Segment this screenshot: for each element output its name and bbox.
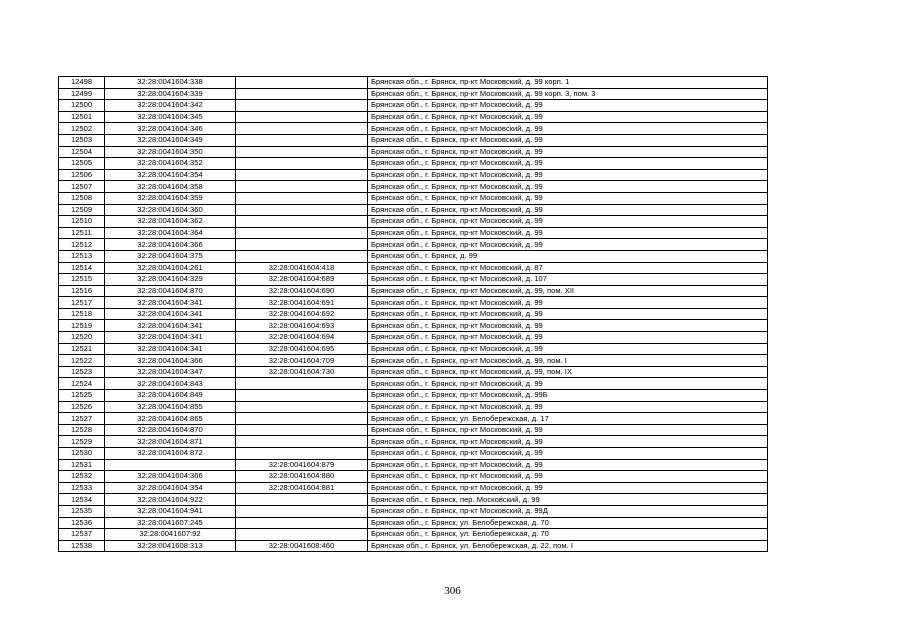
linked-cadastral-number-cell: 32:28:0041604:692: [236, 308, 368, 320]
cadastral-number-cell: 32:28:0041604:341: [105, 297, 236, 309]
cadastral-number-cell: 32:28:0041604:354: [105, 482, 236, 494]
row-number-cell: 12510: [59, 216, 105, 228]
address-cell: Брянская обл., г. Брянск, пр-кт Московский, д. 99: [368, 169, 768, 181]
row-number-cell: 12519: [59, 320, 105, 332]
address-cell: Брянская обл., г. Брянск, пер. Московский, д. 99: [368, 494, 768, 506]
linked-cadastral-number-cell: [236, 169, 368, 181]
cadastral-number-cell: 32:28:0041604:843: [105, 378, 236, 390]
table-row: [59, 343, 768, 355]
table-row: [59, 459, 768, 471]
cadastral-number-cell: 32:28:0041604:341: [105, 343, 236, 355]
row-number-cell: 12508: [59, 192, 105, 204]
cadastral-number-cell: 32:28:0041604:354: [105, 169, 236, 181]
cadastral-number-cell: 32:28:0041604:364: [105, 227, 236, 239]
address-cell: Брянская обл., г. Брянск, пр-кт Московский, д. 87: [368, 262, 768, 274]
row-number-cell: 12531: [59, 459, 105, 471]
row-number-cell: 12529: [59, 436, 105, 448]
table-row: [59, 540, 768, 552]
linked-cadastral-number-cell: [236, 529, 368, 541]
linked-cadastral-number-cell: [236, 436, 368, 448]
address-cell: Брянская обл., г. Брянск, пр-кт Московский, д. 99: [368, 134, 768, 146]
address-cell: Брянская обл., г. Брянск, пр-кт Московский, д. 99: [368, 146, 768, 158]
table-row: [59, 146, 768, 158]
table-row: [59, 250, 768, 262]
table-row: [59, 355, 768, 367]
cadastral-number-cell: [105, 459, 236, 471]
linked-cadastral-number-cell: 32:28:0041604:880: [236, 471, 368, 483]
row-number-cell: 12520: [59, 332, 105, 344]
linked-cadastral-number-cell: [236, 390, 368, 402]
cadastral-number-cell: 32:28:0041604:261: [105, 262, 236, 274]
address-cell: Брянская обл., г. Брянск, пр-кт Московский, д. 99: [368, 111, 768, 123]
registry-table: [58, 76, 768, 552]
cadastral-number-cell: 32:28:0041604:865: [105, 413, 236, 425]
row-number-cell: 12526: [59, 401, 105, 413]
cadastral-number-cell: 32:28:0041604:342: [105, 100, 236, 112]
cadastral-number-cell: 32:28:0041604:366: [105, 471, 236, 483]
linked-cadastral-number-cell: [236, 227, 368, 239]
cadastral-number-cell: 32:28:0041604:338: [105, 77, 236, 89]
row-number-cell: 12513: [59, 250, 105, 262]
address-cell: Брянская обл., г. Брянск, пр-кт Московский, д. 99: [368, 401, 768, 413]
table-row: [59, 308, 768, 320]
row-number-cell: 12522: [59, 355, 105, 367]
cadastral-number-cell: 32:28:0041604:345: [105, 111, 236, 123]
row-number-cell: 12504: [59, 146, 105, 158]
row-number-cell: 12527: [59, 413, 105, 425]
row-number-cell: 12538: [59, 540, 105, 552]
linked-cadastral-number-cell: 32:28:0041604:690: [236, 285, 368, 297]
linked-cadastral-number-cell: [236, 250, 368, 262]
linked-cadastral-number-cell: [236, 517, 368, 529]
cadastral-number-cell: 32:28:0041604:922: [105, 494, 236, 506]
table-row: [59, 204, 768, 216]
row-number-cell: 12537: [59, 529, 105, 541]
address-cell: Брянская обл., г. Брянск, пр-кт Московский, д. 99, пом. XII: [368, 285, 768, 297]
address-cell: Брянская обл., г. Брянск, ул. Белобережская, д. 17: [368, 413, 768, 425]
cadastral-number-cell: 32:28:0041604:366: [105, 355, 236, 367]
row-number-cell: 12512: [59, 239, 105, 251]
table-row: [59, 494, 768, 506]
cadastral-number-cell: 32:28:0041604:346: [105, 123, 236, 135]
row-number-cell: 12506: [59, 169, 105, 181]
address-cell: Брянская обл., г. Брянск, пр-кт Московский, д. 99: [368, 204, 768, 216]
linked-cadastral-number-cell: 32:28:0041604:709: [236, 355, 368, 367]
table-row: [59, 448, 768, 460]
address-cell: Брянская обл., г. Брянск, пр-кт Московский, д. 99: [368, 239, 768, 251]
cadastral-number-cell: 32:28:0041604:341: [105, 308, 236, 320]
table-row: [59, 529, 768, 541]
linked-cadastral-number-cell: 32:28:0041604:881: [236, 482, 368, 494]
linked-cadastral-number-cell: 32:28:0041604:418: [236, 262, 368, 274]
table-row: [59, 413, 768, 425]
linked-cadastral-number-cell: [236, 88, 368, 100]
address-cell: Брянская обл., г. Брянск, пр-кт Московский, д. 99: [368, 332, 768, 344]
linked-cadastral-number-cell: 32:28:0041604:730: [236, 366, 368, 378]
row-number-cell: 12515: [59, 274, 105, 286]
row-number-cell: 12499: [59, 88, 105, 100]
linked-cadastral-number-cell: [236, 401, 368, 413]
cadastral-number-cell: 32:28:0041604:366: [105, 239, 236, 251]
row-number-cell: 12523: [59, 366, 105, 378]
table-row: [59, 227, 768, 239]
address-cell: Брянская обл., г. Брянск, ул. Белобережская, д. 70: [368, 517, 768, 529]
cadastral-number-cell: 32:28:0041604:339: [105, 88, 236, 100]
cadastral-number-cell: 32:28:0041607:92: [105, 529, 236, 541]
address-cell: Брянская обл., г. Брянск, пр-кт Московский, д. 99 корп. 1: [368, 77, 768, 89]
cadastral-number-cell: 32:28:0041604:941: [105, 505, 236, 517]
table-row: [59, 471, 768, 483]
row-number-cell: 12518: [59, 308, 105, 320]
cadastral-number-cell: 32:28:0041604:362: [105, 216, 236, 228]
linked-cadastral-number-cell: [236, 100, 368, 112]
table-row: [59, 285, 768, 297]
linked-cadastral-number-cell: [236, 146, 368, 158]
linked-cadastral-number-cell: 32:28:0041604:693: [236, 320, 368, 332]
linked-cadastral-number-cell: [236, 413, 368, 425]
address-cell: Брянская обл., г. Брянск, пр-кт Московский, д. 99: [368, 343, 768, 355]
linked-cadastral-number-cell: [236, 181, 368, 193]
cadastral-number-cell: 32:28:0041604:341: [105, 320, 236, 332]
linked-cadastral-number-cell: [236, 158, 368, 170]
address-cell: Брянская обл., г. Брянск, пр-кт Московский, д. 99: [368, 436, 768, 448]
cadastral-number-cell: 32:28:0041604:870: [105, 424, 236, 436]
table-row: [59, 134, 768, 146]
address-cell: Брянская обл., г. Брянск, пр-кт Московский, д. 99: [368, 448, 768, 460]
linked-cadastral-number-cell: [236, 378, 368, 390]
address-cell: Брянская обл., г. Брянск, ул. Белобережская, д. 22, пом. I: [368, 540, 768, 552]
row-number-cell: 12505: [59, 158, 105, 170]
table-row: [59, 320, 768, 332]
address-cell: Брянская обл., г. Брянск, пр-кт Московский, д. 99: [368, 308, 768, 320]
cadastral-number-cell: 32:28:0041604:872: [105, 448, 236, 460]
linked-cadastral-number-cell: [236, 216, 368, 228]
linked-cadastral-number-cell: [236, 204, 368, 216]
cadastral-number-cell: 32:28:0041604:341: [105, 332, 236, 344]
registry-table-body: [59, 77, 768, 552]
table-row: [59, 482, 768, 494]
cadastral-number-cell: 32:28:0041604:359: [105, 192, 236, 204]
table-row: [59, 239, 768, 251]
row-number-cell: 12507: [59, 181, 105, 193]
address-cell: Брянская обл., г. Брянск, пр-кт Московский, д. 99 корп. 3, пом. 3: [368, 88, 768, 100]
table-row: [59, 216, 768, 228]
page-number: 306: [444, 585, 461, 597]
address-cell: Брянская обл., г. Брянск, пр-кт Московский, д. 99: [368, 424, 768, 436]
table-row: [59, 297, 768, 309]
linked-cadastral-number-cell: 32:28:0041604:694: [236, 332, 368, 344]
address-cell: Брянская обл., г. Брянск, пр-кт Московский, д. 99: [368, 123, 768, 135]
table-row: [59, 111, 768, 123]
row-number-cell: 12500: [59, 100, 105, 112]
cadastral-number-cell: 32:28:0041604:375: [105, 250, 236, 262]
linked-cadastral-number-cell: [236, 111, 368, 123]
address-cell: Брянская обл., г. Брянск, пр-кт Московский, д. 99: [368, 192, 768, 204]
cadastral-number-cell: 32:28:0041608:313: [105, 540, 236, 552]
cadastral-number-cell: 32:28:0041604:855: [105, 401, 236, 413]
row-number-cell: 12517: [59, 297, 105, 309]
row-number-cell: 12528: [59, 424, 105, 436]
row-number-cell: 12511: [59, 227, 105, 239]
linked-cadastral-number-cell: [236, 494, 368, 506]
cadastral-number-cell: 32:28:0041604:350: [105, 146, 236, 158]
address-cell: Брянская обл., г. Брянск, пр-кт Московский, д. 99, пом. I: [368, 355, 768, 367]
linked-cadastral-number-cell: [236, 239, 368, 251]
row-number-cell: 12524: [59, 378, 105, 390]
cadastral-number-cell: 32:28:0041604:870: [105, 285, 236, 297]
cadastral-number-cell: 32:28:0041604:347: [105, 366, 236, 378]
address-cell: Брянская обл., г. Брянск, пр-кт Московский, д. 99: [368, 459, 768, 471]
address-cell: Брянская обл., г. Брянск, пр-кт Московский, д. 99: [368, 320, 768, 332]
row-number-cell: 12514: [59, 262, 105, 274]
linked-cadastral-number-cell: 32:28:0041604:695: [236, 343, 368, 355]
address-cell: Брянская обл., г. Брянск, пр-кт Московский, д. 99Д: [368, 505, 768, 517]
cadastral-number-cell: 32:28:0041604:349: [105, 134, 236, 146]
address-cell: Брянская обл., г. Брянск, пр-кт Московский, д. 107: [368, 274, 768, 286]
linked-cadastral-number-cell: [236, 192, 368, 204]
table-row: [59, 181, 768, 193]
row-number-cell: 12501: [59, 111, 105, 123]
cadastral-number-cell: 32:28:0041604:849: [105, 390, 236, 402]
row-number-cell: 12503: [59, 134, 105, 146]
address-cell: Брянская обл., г. Брянск, пр-кт Московский, д. 99: [368, 227, 768, 239]
row-number-cell: 12533: [59, 482, 105, 494]
table-row: [59, 366, 768, 378]
table-row: [59, 332, 768, 344]
address-cell: Брянская обл., г. Брянск, пр-кт Московский, д. 99: [368, 378, 768, 390]
table-row: [59, 77, 768, 89]
address-cell: Брянская обл., г. Брянск, пр-кт Московский, д. 99Б: [368, 390, 768, 402]
row-number-cell: 12502: [59, 123, 105, 135]
linked-cadastral-number-cell: [236, 77, 368, 89]
row-number-cell: 12509: [59, 204, 105, 216]
linked-cadastral-number-cell: [236, 123, 368, 135]
linked-cadastral-number-cell: [236, 134, 368, 146]
row-number-cell: 12516: [59, 285, 105, 297]
table-row: [59, 192, 768, 204]
cadastral-number-cell: 32:28:0041607:245: [105, 517, 236, 529]
table-row: [59, 262, 768, 274]
address-cell: Брянская обл., г. Брянск, пр-кт Московский, д. 99: [368, 297, 768, 309]
row-number-cell: 12535: [59, 505, 105, 517]
row-number-cell: 12530: [59, 448, 105, 460]
cadastral-number-cell: 32:28:0041604:329: [105, 274, 236, 286]
row-number-cell: 12498: [59, 77, 105, 89]
table-row: [59, 158, 768, 170]
cadastral-number-cell: 32:28:0041604:360: [105, 204, 236, 216]
cadastral-number-cell: 32:28:0041604:358: [105, 181, 236, 193]
address-cell: Брянская обл., г. Брянск, пр-кт Московский, д. 99: [368, 181, 768, 193]
table-row: [59, 424, 768, 436]
cadastral-number-cell: 32:28:0041604:871: [105, 436, 236, 448]
table-row: [59, 169, 768, 181]
table-row: [59, 123, 768, 135]
address-cell: Брянская обл., г. Брянск, пр-кт Московский, д. 99: [368, 482, 768, 494]
address-cell: Брянская обл., г. Брянск, д. 99: [368, 250, 768, 262]
address-cell: Брянская обл., г. Брянск, пр-кт Московский, д. 99: [368, 216, 768, 228]
linked-cadastral-number-cell: [236, 448, 368, 460]
row-number-cell: 12536: [59, 517, 105, 529]
table-row: [59, 436, 768, 448]
linked-cadastral-number-cell: [236, 505, 368, 517]
linked-cadastral-number-cell: 32:28:0041604:689: [236, 274, 368, 286]
table-row: [59, 401, 768, 413]
linked-cadastral-number-cell: 32:28:0041604:691: [236, 297, 368, 309]
address-cell: Брянская обл., г. Брянск, пр-кт Московский, д. 99, пом. IX: [368, 366, 768, 378]
linked-cadastral-number-cell: 32:28:0041608:460: [236, 540, 368, 552]
cadastral-number-cell: 32:28:0041604:352: [105, 158, 236, 170]
table-row: [59, 274, 768, 286]
linked-cadastral-number-cell: [236, 424, 368, 436]
table-row: [59, 517, 768, 529]
address-cell: Брянская обл., г. Брянск, пр-кт Московский, д. 99: [368, 158, 768, 170]
row-number-cell: 12521: [59, 343, 105, 355]
address-cell: Брянская обл., г. Брянск, пр-кт Московский, д. 99: [368, 100, 768, 112]
table-row: [59, 100, 768, 112]
row-number-cell: 12532: [59, 471, 105, 483]
address-cell: Брянская обл., г. Брянск, ул. Белобережская, д. 70: [368, 529, 768, 541]
address-cell: Брянская обл., г. Брянск, пр-кт Московский, д. 99: [368, 471, 768, 483]
row-number-cell: 12534: [59, 494, 105, 506]
table-row: [59, 378, 768, 390]
table-row: [59, 88, 768, 100]
table-row: [59, 390, 768, 402]
linked-cadastral-number-cell: 32:28:0041604:879: [236, 459, 368, 471]
table-row: [59, 505, 768, 517]
row-number-cell: 12525: [59, 390, 105, 402]
